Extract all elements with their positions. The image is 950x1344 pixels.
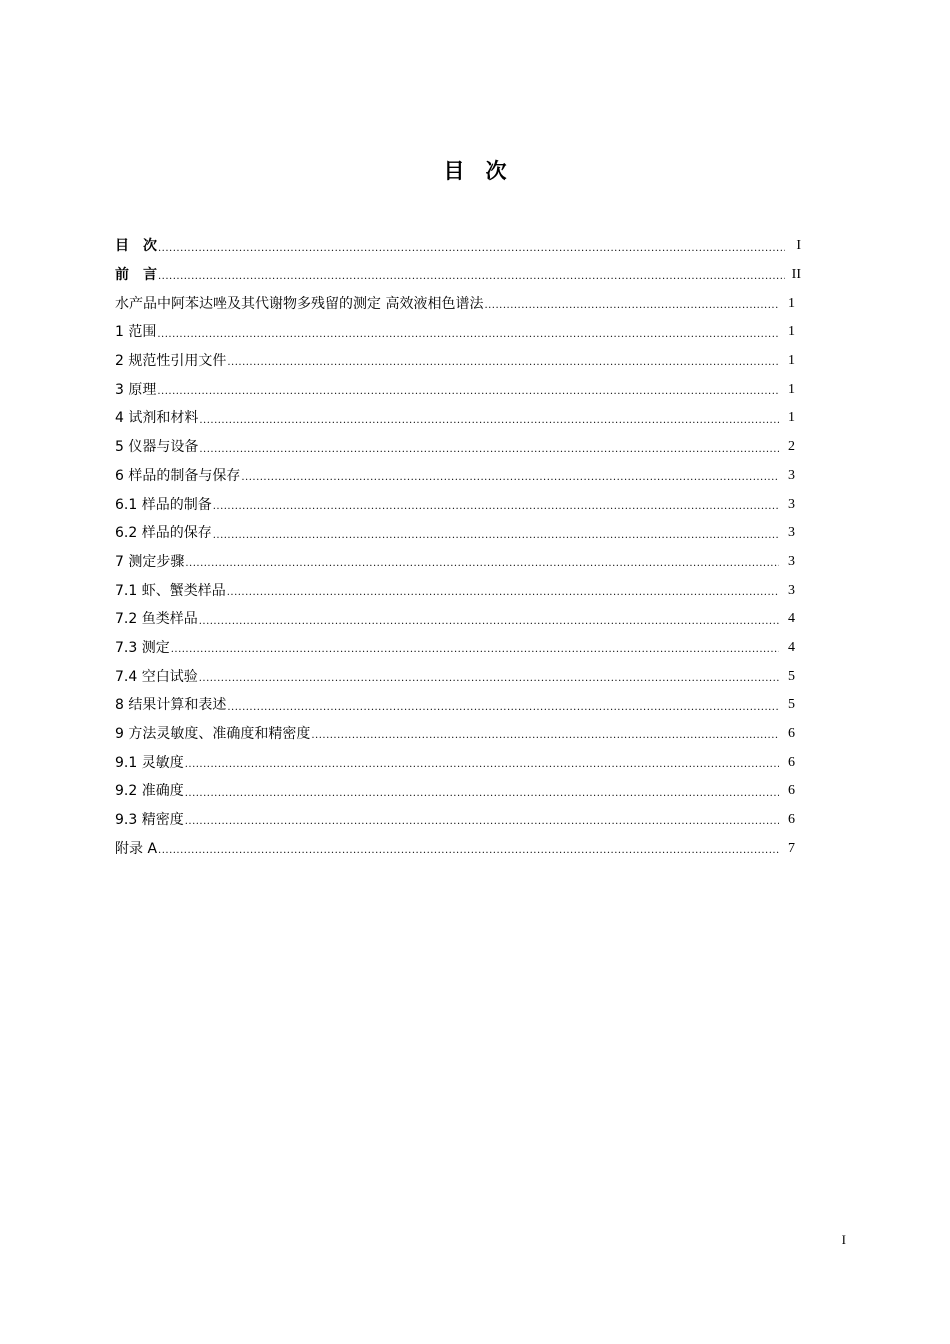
- toc-entry-label: 4 试剂和材料: [115, 410, 199, 427]
- toc-entry-page: 3: [788, 582, 795, 598]
- toc-leader-dots: [213, 531, 779, 548]
- toc-leader-dots: [227, 703, 779, 720]
- toc-entry-page: 6: [788, 726, 795, 742]
- toc-leader-dots: [213, 502, 779, 519]
- toc-entry[interactable]: [115, 806, 801, 835]
- toc-entry-page: 4: [788, 611, 795, 627]
- toc-leader-dots: [185, 559, 779, 576]
- toc-entry[interactable]: [115, 375, 801, 404]
- toc-entry-page: 3: [788, 525, 795, 541]
- toc-entry-label: 1 范围: [115, 324, 157, 341]
- toc-entry-page: 1: [788, 324, 795, 340]
- toc-leader-dots: [157, 387, 779, 404]
- toc-entry[interactable]: [115, 519, 801, 548]
- toc-entry-page: 1: [788, 381, 795, 397]
- toc-entry-page: 5: [788, 697, 795, 713]
- toc-entry-label: 附录 A: [115, 840, 158, 857]
- toc-entry[interactable]: [115, 748, 801, 777]
- toc-leader-dots: [199, 416, 779, 433]
- toc-leader-dots: [158, 846, 779, 863]
- toc-entry-label: 9.2 准确度: [115, 783, 184, 800]
- toc-entry[interactable]: [115, 490, 801, 519]
- toc-entry-page: 5: [788, 668, 795, 684]
- toc-entry[interactable]: [115, 261, 801, 290]
- toc-entry[interactable]: [115, 347, 801, 376]
- toc-leader-dots: [199, 445, 779, 462]
- toc-entry[interactable]: [115, 548, 801, 577]
- toc-entry-label: 水产品中阿苯达唑及其代谢物多残留的测定 高效液相色谱法: [115, 295, 484, 312]
- toc-entry-label: 9.1 灵敏度: [115, 754, 184, 771]
- toc-entry[interactable]: [115, 289, 801, 318]
- toc-entry-page: 7: [788, 840, 795, 856]
- toc-leader-dots: [158, 244, 785, 261]
- toc-entry-label: 6.2 样品的保存: [115, 525, 212, 542]
- toc-entry-label: 9.3 精密度: [115, 812, 184, 829]
- toc-entry[interactable]: [115, 834, 801, 863]
- toc-entry-label: 7.4 空白试验: [115, 668, 198, 685]
- toc-entry-page: 6: [788, 783, 795, 799]
- toc-entry-page: 2: [788, 439, 795, 455]
- toc-entry-page: I: [796, 238, 801, 254]
- toc-entry-label: 9 方法灵敏度、准确度和精密度: [115, 726, 311, 743]
- toc-entry-label: 6.1 样品的制备: [115, 496, 212, 513]
- table-of-contents: [115, 232, 801, 863]
- toc-entry-label: 目 次: [115, 238, 157, 255]
- toc-leader-dots: [158, 272, 785, 289]
- toc-entry[interactable]: [115, 634, 801, 663]
- toc-entry-label: 2 规范性引用文件: [115, 353, 227, 370]
- page-number: I: [841, 1232, 846, 1247]
- toc-entry[interactable]: [115, 605, 801, 634]
- toc-entry[interactable]: [115, 462, 801, 491]
- toc-leader-dots: [185, 789, 779, 806]
- toc-entry-label: 8 结果计算和表述: [115, 697, 227, 714]
- toc-entry-page: 6: [788, 812, 795, 828]
- toc-entry-page: 3: [788, 553, 795, 569]
- toc-entry[interactable]: [115, 576, 801, 605]
- toc-entry[interactable]: [115, 232, 801, 261]
- toc-entry-label: 前 言: [115, 267, 157, 284]
- toc-entry-label: 7 测定步骤: [115, 553, 185, 570]
- toc-leader-dots: [199, 674, 779, 691]
- toc-entry-label: 3 原理: [115, 381, 157, 398]
- toc-entry-page: 4: [788, 639, 795, 655]
- toc-leader-dots: [241, 473, 779, 490]
- toc-leader-dots: [185, 817, 779, 834]
- toc-entry-page: 3: [788, 467, 795, 483]
- toc-leader-dots: [227, 358, 779, 375]
- toc-entry-label: 5 仪器与设备: [115, 439, 199, 456]
- toc-leader-dots: [311, 731, 779, 748]
- toc-entry-label: 6 样品的制备与保存: [115, 467, 241, 484]
- toc-leader-dots: [157, 330, 779, 347]
- toc-entry[interactable]: [115, 404, 801, 433]
- toc-entry[interactable]: [115, 720, 801, 749]
- toc-leader-dots: [484, 301, 779, 318]
- toc-entry-label: 7.3 测定: [115, 639, 170, 656]
- toc-entry-page: 1: [788, 353, 795, 369]
- toc-entry-label: 7.2 鱼类样品: [115, 611, 198, 628]
- toc-entry[interactable]: [115, 777, 801, 806]
- toc-entry[interactable]: [115, 433, 801, 462]
- toc-leader-dots: [199, 617, 779, 634]
- toc-leader-dots: [227, 588, 779, 605]
- toc-leader-dots: [171, 645, 779, 662]
- toc-entry-page: 1: [788, 295, 795, 311]
- toc-entry[interactable]: [115, 662, 801, 691]
- toc-leader-dots: [185, 760, 779, 777]
- toc-entry[interactable]: [115, 691, 801, 720]
- toc-entry-page: II: [791, 267, 801, 283]
- toc-entry-page: 3: [788, 496, 795, 512]
- toc-entry[interactable]: [115, 318, 801, 347]
- toc-entry-page: 1: [788, 410, 795, 426]
- page-title: 目 次: [443, 159, 507, 183]
- toc-entry-page: 6: [788, 754, 795, 770]
- toc-entry-label: 7.1 虾、蟹类样品: [115, 582, 226, 599]
